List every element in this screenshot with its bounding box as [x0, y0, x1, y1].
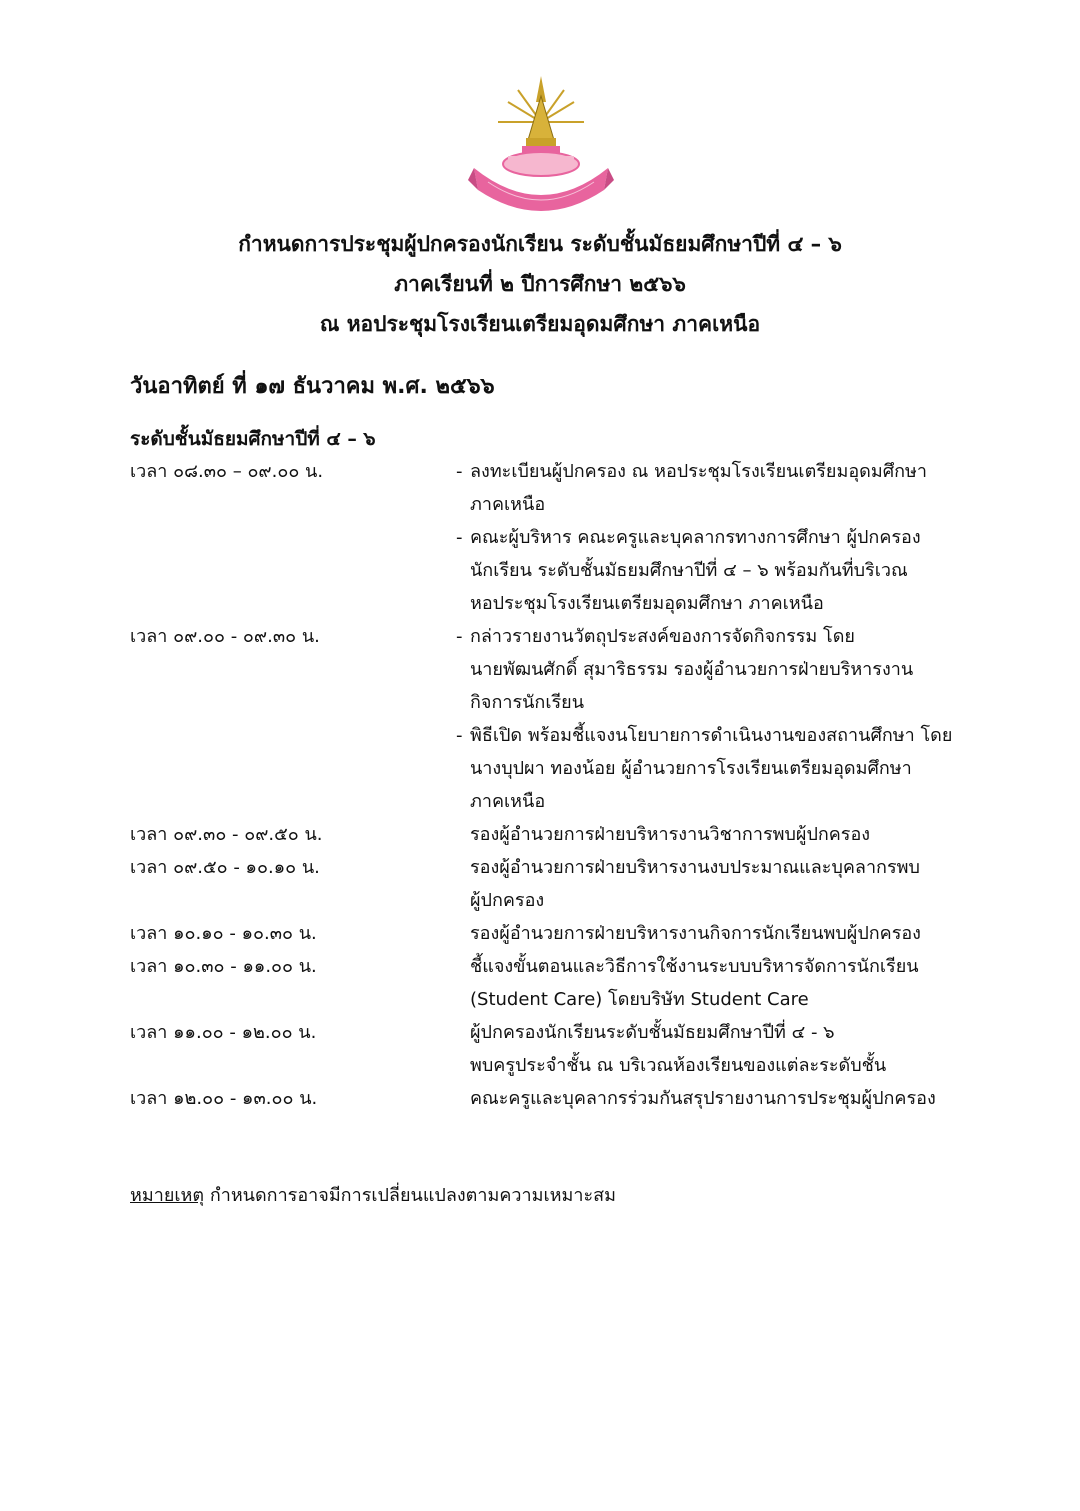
schedule-row [130, 455, 960, 620]
activity-line: พิธีเปิด พร้อมชี้แจงนโยบายการดำเนินงานของสถานศึกษา โดย [470, 725, 953, 746]
activity-line: คณะครูและบุคลากรร่วมกันสรุปรายงานการประชุมผู้ปกครอง [470, 1088, 936, 1109]
remark-note [130, 1180, 616, 1209]
activity-text [470, 719, 960, 818]
bullet-dash [456, 818, 470, 851]
bullet-dash [456, 950, 470, 1016]
schedule-time: เวลา ๑๐.๓๐ - ๑๑.๐๐ น. [130, 956, 317, 977]
schedule-activities [456, 1016, 960, 1082]
activity-line: นางบุปผา ทองน้อย ผู้อำนวยการโรงเรียนเตรียมอุดมศึกษา [470, 758, 912, 779]
schedule-activities [456, 917, 960, 950]
document-title-line-3: ณ หอประชุมโรงเรียนเตรียมอุดมศึกษา ภาคเหนือ [319, 312, 761, 336]
schedule-activity [456, 1016, 960, 1082]
activity-text [470, 521, 960, 620]
schedule-time: เวลา ๐๙.๕๐ - ๑๐.๑๐ น. [130, 857, 320, 878]
schedule-row [130, 917, 960, 950]
bullet-dash [456, 1082, 470, 1115]
schedule-activity [456, 851, 960, 917]
bullet-dash [456, 917, 470, 950]
bullet-dash [456, 851, 470, 917]
activity-text [470, 455, 960, 521]
schedule-row [130, 1016, 960, 1082]
activity-text [470, 620, 960, 719]
schedule-activities [456, 620, 960, 818]
activity-line: รองผู้อำนวยการฝ่ายบริหารงานกิจการนักเรียนพบผู้ปกครอง [470, 923, 921, 944]
schedule-row [130, 950, 960, 1016]
grade-level-heading: ระดับชั้นมัธยมศึกษาปีที่ ๔ – ๖ [130, 428, 376, 450]
activity-line: ผู้ปกครองนักเรียนระดับชั้นมัธยมศึกษาปีที่ ๔ - ๖ [470, 1022, 835, 1043]
schedule-row [130, 818, 960, 851]
bullet-dash: - [456, 626, 463, 647]
schedule-time: เวลา ๐๙.๓๐ - ๐๙.๕๐ น. [130, 824, 323, 845]
schedule-activities [456, 455, 960, 620]
activity-text [470, 818, 960, 851]
activity-line: กล่าวรายงานวัตถุประสงค์ของการจัดกิจกรรม โดย [470, 626, 855, 647]
school-emblem-logo [468, 72, 614, 216]
schedule-table [130, 455, 960, 1115]
schedule-time: เวลา ๑๒.๐๐ - ๑๓.๐๐ น. [130, 1088, 318, 1109]
activity-line: ลงทะเบียนผู้ปกครอง ณ หอประชุมโรงเรียนเตรียมอุดมศึกษา [470, 461, 928, 482]
activity-line: ภาคเหนือ [470, 494, 546, 515]
schedule-row [130, 620, 960, 818]
schedule-time: เวลา ๑๑.๐๐ - ๑๒.๐๐ น. [130, 1022, 317, 1043]
activity-line: ภาคเหนือ [470, 791, 546, 812]
schedule-activity [456, 719, 960, 818]
remark-text: กำหนดการอาจมีการเปลี่ยนแปลงตามความเหมาะสม [204, 1185, 616, 1206]
bullet-dash: - [456, 527, 463, 548]
activity-line: ชี้แจงขั้นตอนและวิธีการใช้งานระบบบริหารจัดการนักเรียน [470, 956, 919, 977]
schedule-activities [456, 950, 960, 1016]
activity-line: รองผู้อำนวยการฝ่ายบริหารงานงบประมาณและบุคลากรพบ [470, 857, 920, 878]
activity-text [470, 1082, 960, 1115]
schedule-activity [456, 917, 960, 950]
schedule-activity [456, 620, 960, 719]
document-title-line-1: กำหนดการประชุมผู้ปกครองนักเรียน ระดับชั้นมัธยมศึกษาปีที่ ๔ – ๖ [238, 232, 842, 256]
activity-text [470, 917, 960, 950]
schedule-row [130, 1082, 960, 1115]
schedule-time: เวลา ๐๘.๓๐ – ๐๙.๐๐ น. [130, 461, 324, 482]
bullet-dash [456, 1016, 470, 1082]
activity-line: ผู้ปกครอง [470, 890, 545, 911]
schedule-activities [456, 851, 960, 917]
activity-line: นักเรียน ระดับชั้นมัธยมศึกษาปีที่ ๔ – ๖ พร้อมกันที่บริเวณ [470, 560, 908, 581]
schedule-time: เวลา ๑๐.๑๐ - ๑๐.๓๐ น. [130, 923, 317, 944]
activity-line: นายพัฒนศักดิ์ สุมาริธรรม รองผู้อำนวยการฝ่ายบริหารงาน [470, 659, 914, 680]
activity-line: รองผู้อำนวยการฝ่ายบริหารงานวิชาการพบผู้ปกครอง [470, 824, 871, 845]
schedule-activity [456, 818, 960, 851]
schedule-activities [456, 818, 960, 851]
meeting-date: วันอาทิตย์ ที่ ๑๗ ธันวาคม พ.ศ. ๒๕๖๖ [130, 374, 495, 399]
schedule-activity [456, 1082, 960, 1115]
activity-line: พบครูประจำชั้น ณ บริเวณห้องเรียนของแต่ละระดับชั้น [470, 1055, 887, 1076]
activity-line: กิจการนักเรียน [470, 692, 584, 713]
schedule-activity [456, 455, 960, 521]
schedule-activity [456, 521, 960, 620]
activity-text [470, 851, 960, 917]
bullet-dash: - [456, 461, 463, 482]
bullet-dash: - [456, 725, 463, 746]
activity-line: (Student Care) โดยบริษัท Student Care [470, 989, 809, 1010]
activity-line: หอประชุมโรงเรียนเตรียมอุดมศึกษา ภาคเหนือ [470, 593, 824, 614]
activity-text [470, 950, 960, 1016]
activity-line: คณะผู้บริหาร คณะครูและบุคลากรทางการศึกษา ผู้ปกครอง [470, 527, 921, 548]
document-title-line-2: ภาคเรียนที่ ๒ ปีการศึกษา ๒๕๖๖ [394, 272, 686, 296]
remark-label: หมายเหตุ [130, 1185, 205, 1206]
schedule-activities [456, 1082, 960, 1115]
activity-text [470, 1016, 960, 1082]
schedule-activity [456, 950, 960, 1016]
schedule-row [130, 851, 960, 917]
schedule-time: เวลา ๐๙.๐๐ - ๐๙.๓๐ น. [130, 626, 320, 647]
